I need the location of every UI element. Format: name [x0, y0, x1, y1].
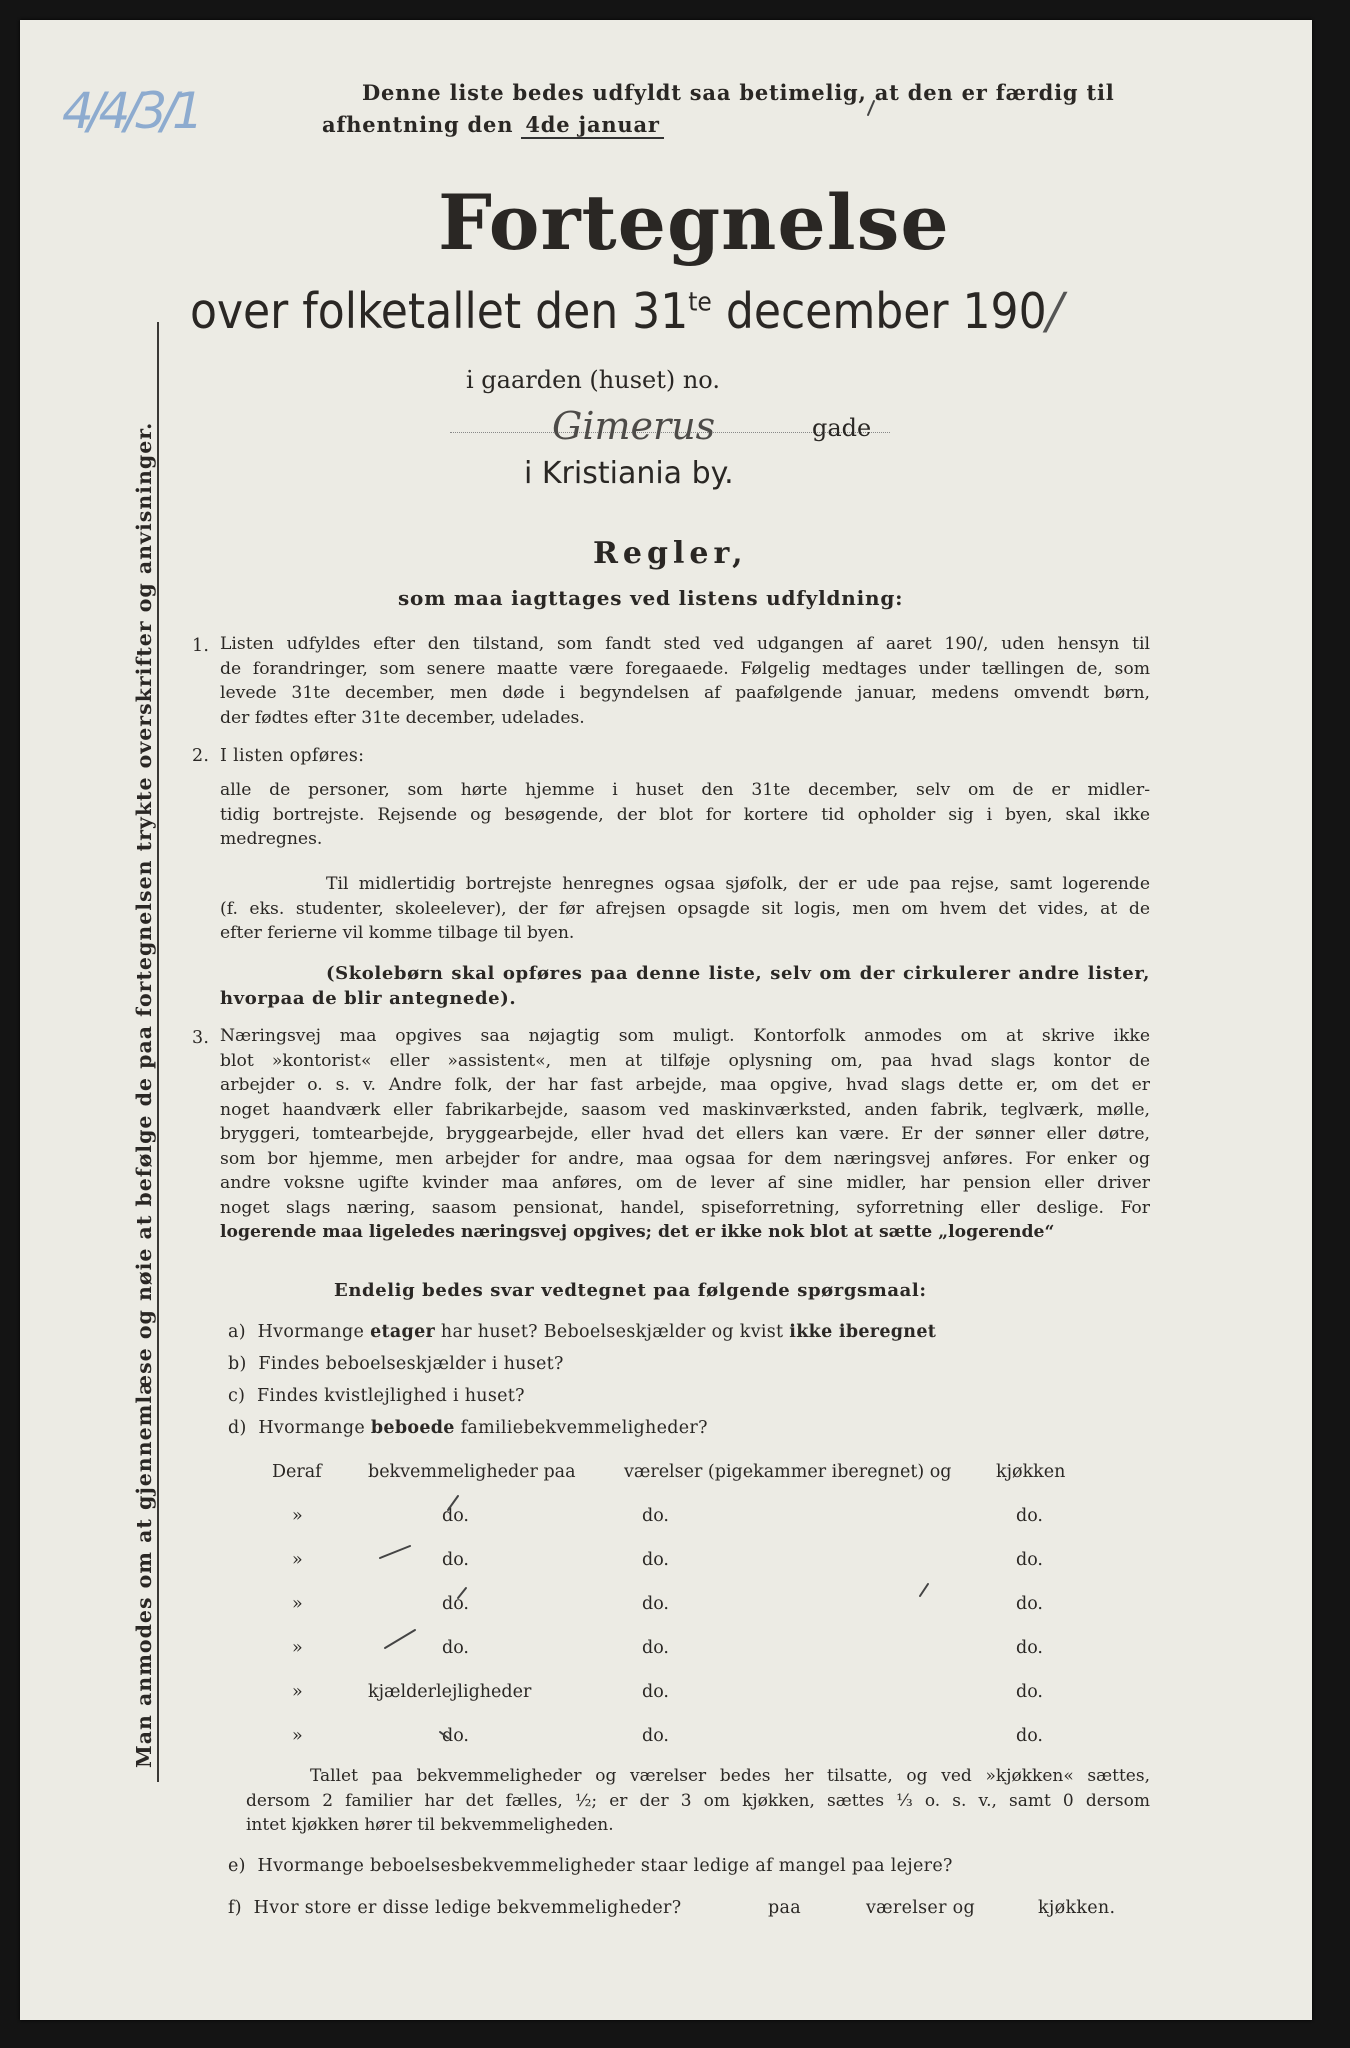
pencil-marks: [20, 20, 1312, 2020]
stamp-numbers: 4/4/3/1: [62, 82, 198, 140]
question-d: d) Hvormange beboede familiebekvemmeligheder?: [228, 1418, 708, 1438]
page-subtitle: over folketallet den $31^{te}$ december 190/: [190, 282, 1064, 340]
question-a: a) Hvormange etager har huset? Beboelseskjælder og kvist ikke iberegnet: [228, 1322, 937, 1342]
question-e: e) Hvormange beboelsesbekvemmeligheder staar ledige af mangel paa lejere?: [228, 1856, 953, 1876]
question-f: f) Hvor store er disse ledige bekvemmeligheder?: [228, 1898, 682, 1918]
header-line-1: Denne liste bedes udfyldt saa betimelig, at den er færdig til: [362, 80, 1115, 105]
rule-2-text-3: (Skolebørn skal opføres paa denne liste, selv om der cirkulerer andre lister, hvorpaa de blir antegnede).: [220, 963, 1150, 1009]
rule-2-intro: I listen opføres:: [220, 746, 365, 766]
rule-1-number: 1.: [192, 636, 210, 656]
rule-2-number: 2.: [192, 746, 210, 766]
question-c: c) Findes kvistlejlighed i huset?: [228, 1386, 525, 1406]
pencil-mark: [868, 101, 874, 115]
pencil-mark: [458, 1588, 466, 1598]
table-header-deraf: Deraf: [272, 1462, 322, 1482]
pencil-mark: [380, 1546, 410, 1558]
rules-heading: Regler,: [593, 536, 748, 571]
handwritten-street: Gimerus: [552, 404, 716, 448]
pencil-mark: [448, 1496, 458, 1510]
table-header-bekv: bekvemmeligheder paa: [368, 1462, 576, 1482]
questions-heading: Endelig bedes svar vedtegnet paa følgende spørgsmaal:: [334, 1280, 927, 1301]
question-b: b) Findes beboelseskjælder i huset?: [228, 1354, 564, 1374]
pencil-mark: [920, 1584, 928, 1596]
pencil-mark: [440, 1732, 448, 1738]
rule-3-number: 3.: [192, 1028, 210, 1048]
city-line: i Kristiania by.: [524, 456, 734, 491]
table-note: Tallet paa bekvemmeligheder og værelser bedes her tilsatte, og ved »kjøkken« sættes, dersom 2 familier har det fælles, ½; er der 3 om kjøkken, sættes ⅓ o. s. v., samt 0 dersom intet kjøkken hører til bekvemmeligheden.: [246, 1766, 1150, 1835]
header-line-2: afhentning den 4de januar: [322, 112, 664, 137]
table-header-vaer: værelser (pigekammer iberegnet) og: [624, 1462, 952, 1482]
page-title: Fortegnelse: [438, 178, 950, 267]
question-f-kjokken: kjøkken.: [1038, 1898, 1116, 1918]
census-form-page: 4/4/3/1 Denne liste bedes udfyldt saa betimelig, at den er færdig til afhentning den 4de januar Fortegnelse over folketallet den $31^{te}$ december 190/ i gaarden (huset) no. Gimerus gade i Kristiania by. Man anmodes om at gjennemlæse og nøie at befølge de paa fortegnelsen trykte overskrifter og anvisninger. Regler, som maa iagttages ved listens udfyldning: 1. Listen udfyldes efter den tilstand, som fandt sted ved udgangen af aaret 190/, uden hensyn til de forandringer, som senere maatte være foregaaede. Følgelig medtages under tællingen de, som levede 31te december, men døde i begyndelsen af paafølgende januar, medens omvendt børn, der fødtes efter 31te december, udelades. 2. I listen opføres: alle de personer, som hørte hjemme i huset den 31te december, selv om de er midler- tidig bortrejste. Rejsende og besøgende, der blot for kortere tid opholder sig i byen, skal ikke medregnes. Til midlertidig bortrejste henregnes ogsaa sjøfolk, der er ude paa rejse, samt logerende (f. eks. studenter, skoleelever), der før afrejsen opsagde sit logis, men om hvem det vides, at de efter ferierne vil komme tilbage til byen. (Skolebørn skal opføres paa denne liste, selv om der cirkulerer andre lister, hvorpaa de blir antegnede). 3. Næringsvej maa opgives saa nøjagtig som muligt. Kontorfolk anmodes om at skrive ikke blot »kontorist« eller »assistent«, men at tilføje oplysning om, paa hvad slags kontor de arbejder o. s. v. Andre folk, der har fast arbejde, maa opgive, hvad slags dette er, om det er noget haandværk eller fabrikarbejde, saasom ved maskinværksted, anden fabrik, teglværk, mølle, bryggeri, tomtearbejde, bryggearbejde, eller hvad det ellers kan være. Er der sønner eller døtre, som bor hjemme, men arbejder for andre, maa ogsaa for dem næringsvej anføres. For enker og andre voksne ugifte kvinder maa anføres, om de lever af sine midler, har pension eller driver noget slags næring, saasom pensionat, handel, spiseforretning, syforretning eller deslige. For logerende maa ligeledes næringsvej opgives; det er ikke nok blot at sætte „logerende“ Endelig bedes svar vedtegnet paa følgende spørgsmaal: a) Hvormange etager har huset? Beboelseskjælder og kvist ikke iberegnet b) Findes beboelseskjælder i huset? c) Findes kvistlejlighed i huset? d) Hvormange beboede familiebekvemmeligheder? Deraf bekvemmeligheder paa værelser (pigekammer iberegnet) og kjøkken » do. do. do. » do. do. do. » do. do. do. » do. do. do. » kjælderlejligheder do. do. » do. do. do. Tallet paa bekvemmeligheder og værelser bedes her tilsatte, og ved »kjøkken« sættes, dersom 2 familier har det fælles, ½; er der 3 om kjøkken, sættes ⅓ o. s. v., samt 0 dersom intet kjøkken hører til bekvemmeligheden. e) Hvormange beboelsesbekvemmeligheder staar ledige af mangel paa lejere? f) Hvor store er disse ledige bekvemmeligheder? paa værelser og kjøkken.: [20, 20, 1312, 2020]
rule-3-text: Næringsvej maa opgives saa nøjagtig som muligt. Kontorfolk anmodes om at skrive ikke blot »kontorist« eller »assistent«, men at tilføje oplysning om, paa hvad slags kontor de arbejder o. s. v. Andre folk, der har fast arbejde, maa opgive, hvad slags dette er, om det er noget haandværk eller fabrikarbejde, saasom ved maskinværksted, anden fabrik, teglværk, mølle, bryggeri, tomtearbejde, bryggearbejde, eller hvad det ellers kan være. Er der sønner eller døtre, som bor hjemme, men arbejder for andre, maa ogsaa for dem næringsvej anføres. For enker og andre voksne ugifte kvinder maa anføres, om de lever af sine midler, har pension eller driver noget slags næring, saasom pensionat, handel, spiseforretning, syforretning eller deslige. For logerende maa ligeledes næringsvej opgives; det er ikke nok blot at sætte „logerende“: [220, 1026, 1150, 1242]
pencil-mark: [385, 1630, 415, 1648]
rule-2-text: alle de personer, som hørte hjemme i huset den 31te december, selv om de er midler- tidig bortrejste. Rejsende og besøgende, der blot for kortere tid opholder sig i byen, skal ikke medregnes.: [220, 780, 1150, 849]
table-header-kjok: kjøkken: [996, 1462, 1066, 1482]
handwritten-year: /: [1046, 282, 1064, 340]
street-suffix: gade: [812, 414, 872, 442]
question-f-paa: paa: [768, 1898, 801, 1918]
question-f-vaerelser: værelser og: [866, 1898, 975, 1918]
rule-2-text-2: Til midlertidig bortrejste henregnes ogsaa sjøfolk, der er ude paa rejse, samt logerende (f. eks. studenter, skoleelever), der før afrejsen opsagde sit logis, men om hvem det vides, at de efter ferierne vil komme tilbage til byen.: [220, 874, 1150, 943]
rules-subheading: som maa iagttages ved listens udfyldning:: [398, 586, 904, 610]
sidebar-instruction: Man anmodes om at gjennemlæse og nøie at befølge de paa fortegnelsen trykte overskrifter og anvisninger.: [132, 421, 156, 1768]
rule-1-text: Listen udfyldes efter den tilstand, som fandt sted ved udgangen af aaret 190/, uden hensyn til de forandringer, som senere maatte være foregaaede. Følgelig medtages under tællingen de, som levede 31te december, men døde i begyndelsen af paafølgende januar, medens omvendt børn, der fødtes efter 31te december, udelades.: [220, 634, 1150, 728]
pickup-date: 4de januar: [521, 112, 663, 139]
address-line: i gaarden (huset) no.: [466, 366, 720, 394]
